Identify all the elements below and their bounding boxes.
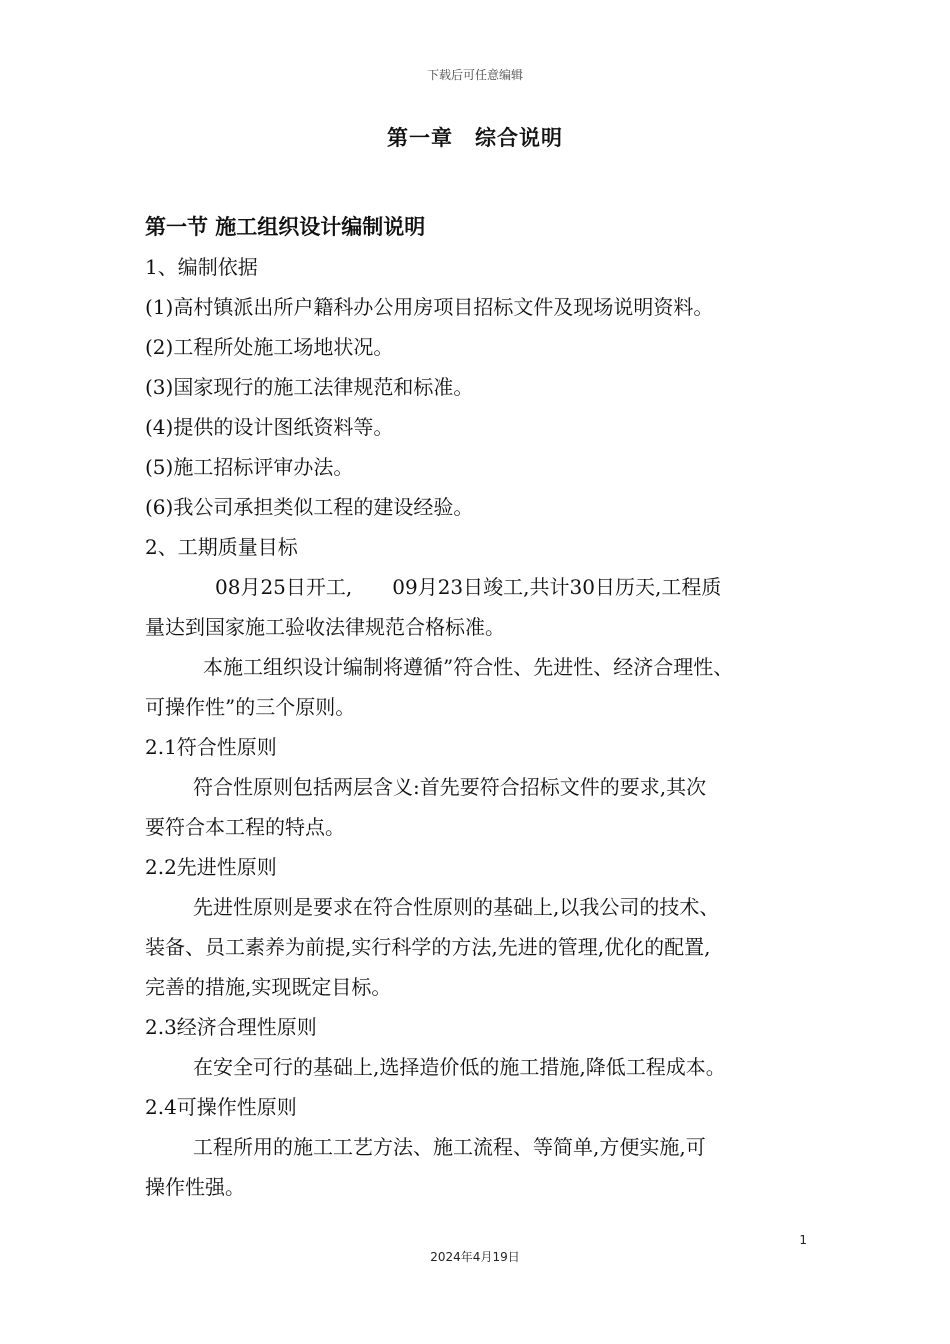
page-number: 1 xyxy=(799,1233,807,1247)
list-item: (6)我公司承担类似工程的建设经验。 xyxy=(145,495,474,519)
paragraph-line: 完善的措施,实现既定目标。 xyxy=(145,975,392,999)
paragraph-line: 量达到国家施工验收法律规范合格标准。 xyxy=(145,615,505,639)
page-date: 2024年4月19日 xyxy=(430,1250,520,1264)
list-item: (1)高村镇派出所户籍科办公用房项目招标文件及现场说明资料。 xyxy=(145,295,714,319)
paragraph-line: 在安全可行的基础上,选择造价低的施工措施,降低工程成本。 xyxy=(193,1055,726,1079)
heading-economic-principle: 2.3经济合理性原则 xyxy=(145,1015,317,1039)
paragraph-line: 要符合本工程的特点。 xyxy=(145,815,345,839)
paragraph-line: 装备、员工素养为前提,实行科学的方法,先进的管理,优化的配置, xyxy=(145,935,711,959)
section-title: 第一节 施工组织设计编制说明 xyxy=(145,215,426,239)
list-item: (5)施工招标评审办法。 xyxy=(145,455,354,479)
list-item: (4)提供的设计图纸资料等。 xyxy=(145,415,394,439)
paragraph-line: 可操作性”的三个原则。 xyxy=(145,695,356,719)
page-header: 下载后可任意编辑 xyxy=(426,68,523,82)
paragraph-line: 本施工组织设计编制将遵循”符合性、先进性、经济合理性、 xyxy=(203,655,734,679)
heading-conformity-principle: 2.1符合性原则 xyxy=(145,735,277,759)
list-item: (2)工程所处施工场地状况。 xyxy=(145,335,394,359)
paragraph-line: 符合性原则包括两层含义:首先要符合招标文件的要求,其次 xyxy=(193,775,707,799)
document-body xyxy=(145,207,825,1207)
heading-operability-principle: 2.4可操作性原则 xyxy=(145,1095,297,1119)
paragraph-line: 先进性原则是要求在符合性原则的基础上,以我公司的技术、 xyxy=(193,895,720,919)
paragraph-line: 工程所用的施工工艺方法、施工流程、等简单,方便实施,可 xyxy=(193,1135,706,1159)
paragraph-line: 08月25日开工, 09月23日竣工,共计30日历天,工程质 xyxy=(215,575,722,599)
paragraph-line: 操作性强。 xyxy=(145,1175,245,1199)
heading-schedule-quality: 2、工期质量目标 xyxy=(145,535,298,559)
chapter-title: 第一章 综合说明 xyxy=(387,126,563,150)
heading-advanced-principle: 2.2先进性原则 xyxy=(145,855,277,879)
list-item: (3)国家现行的施工法律规范和标准。 xyxy=(145,375,474,399)
heading-compile-basis: 1、编制依据 xyxy=(145,255,258,279)
